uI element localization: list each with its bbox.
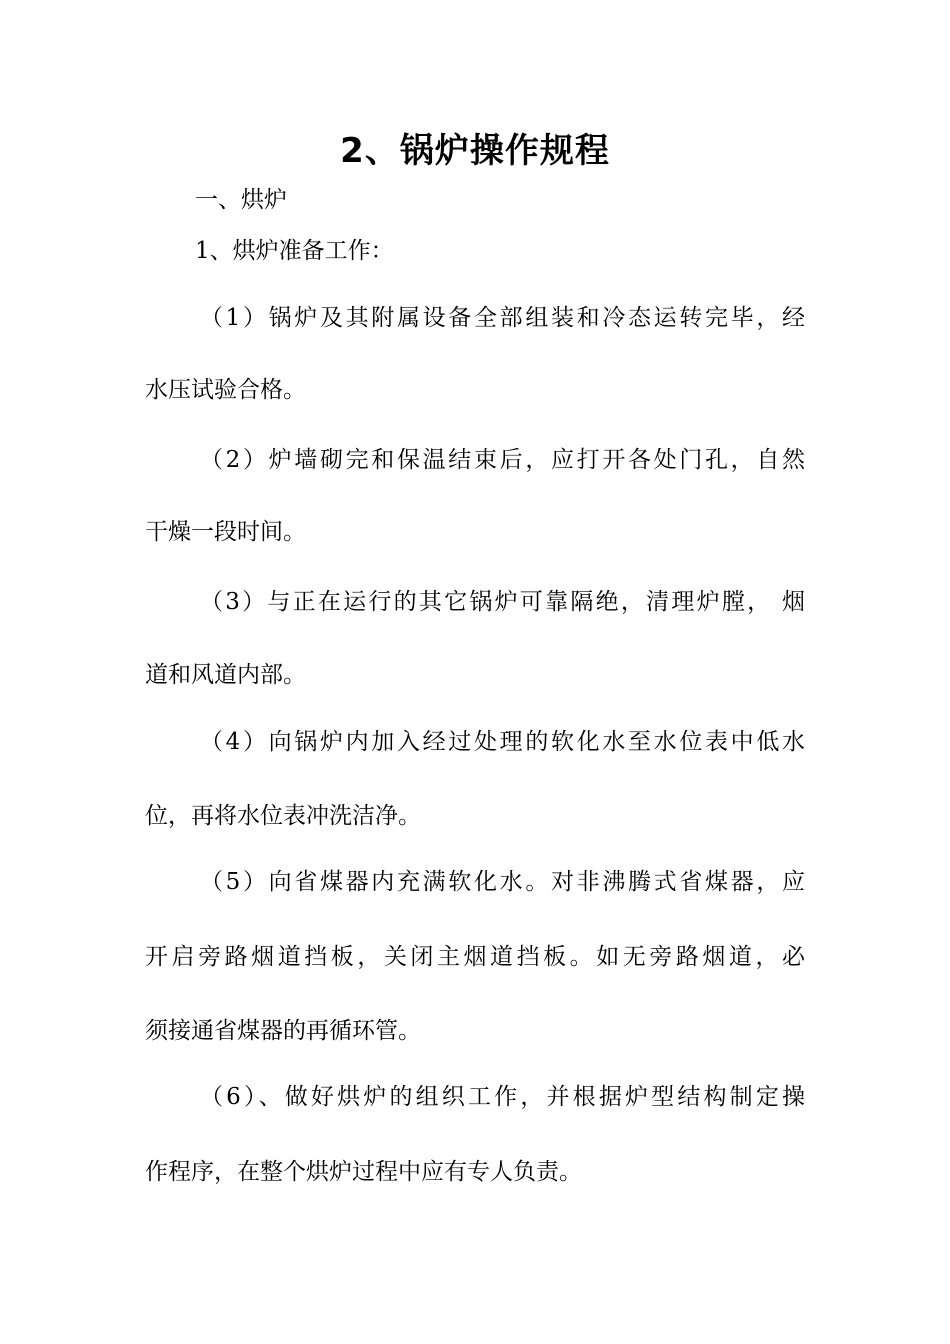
paragraph-line: （2）炉墙砌完和保温结束后，应打开各处门孔，自然 [200, 447, 805, 473]
paragraph-line: （5）向省煤器内充满软化水。对非沸腾式省煤器，应 [200, 869, 805, 895]
section-heading: 一、烘炉 [195, 187, 287, 213]
document-title: 2、锅炉操作规程 [340, 131, 610, 171]
paragraph-line: 道和风道内部。 [145, 662, 306, 688]
paragraph-line: 位，再将水位表冲洗洁净。 [145, 803, 421, 829]
paragraph-line: （6）、做好烘炉的组织工作，并根据炉型结构制定操 [200, 1084, 805, 1110]
subsection-heading: 1、烘炉准备工作： [195, 238, 394, 264]
paragraph-line: 干燥一段时间。 [145, 519, 306, 545]
paragraph-line: 开启旁路烟道挡板，关闭主烟道挡板。如无旁路烟道，必 [145, 944, 805, 970]
paragraph-line: 须接通省煤器的再循环管。 [145, 1018, 421, 1044]
paragraph-line: （3）与正在运行的其它锅炉可靠隔绝，清理炉膛， 烟 [200, 589, 805, 615]
paragraph-line: 水压试验合格。 [145, 377, 306, 403]
paragraph-line: 作程序，在整个烘炉过程中应有专人负责。 [145, 1159, 582, 1185]
paragraph-line: （4）向锅炉内加入经过处理的软化水至水位表中低水 [200, 729, 805, 755]
paragraph-line: （1）锅炉及其附属设备全部组装和冷态运转完毕，经 [200, 305, 805, 331]
